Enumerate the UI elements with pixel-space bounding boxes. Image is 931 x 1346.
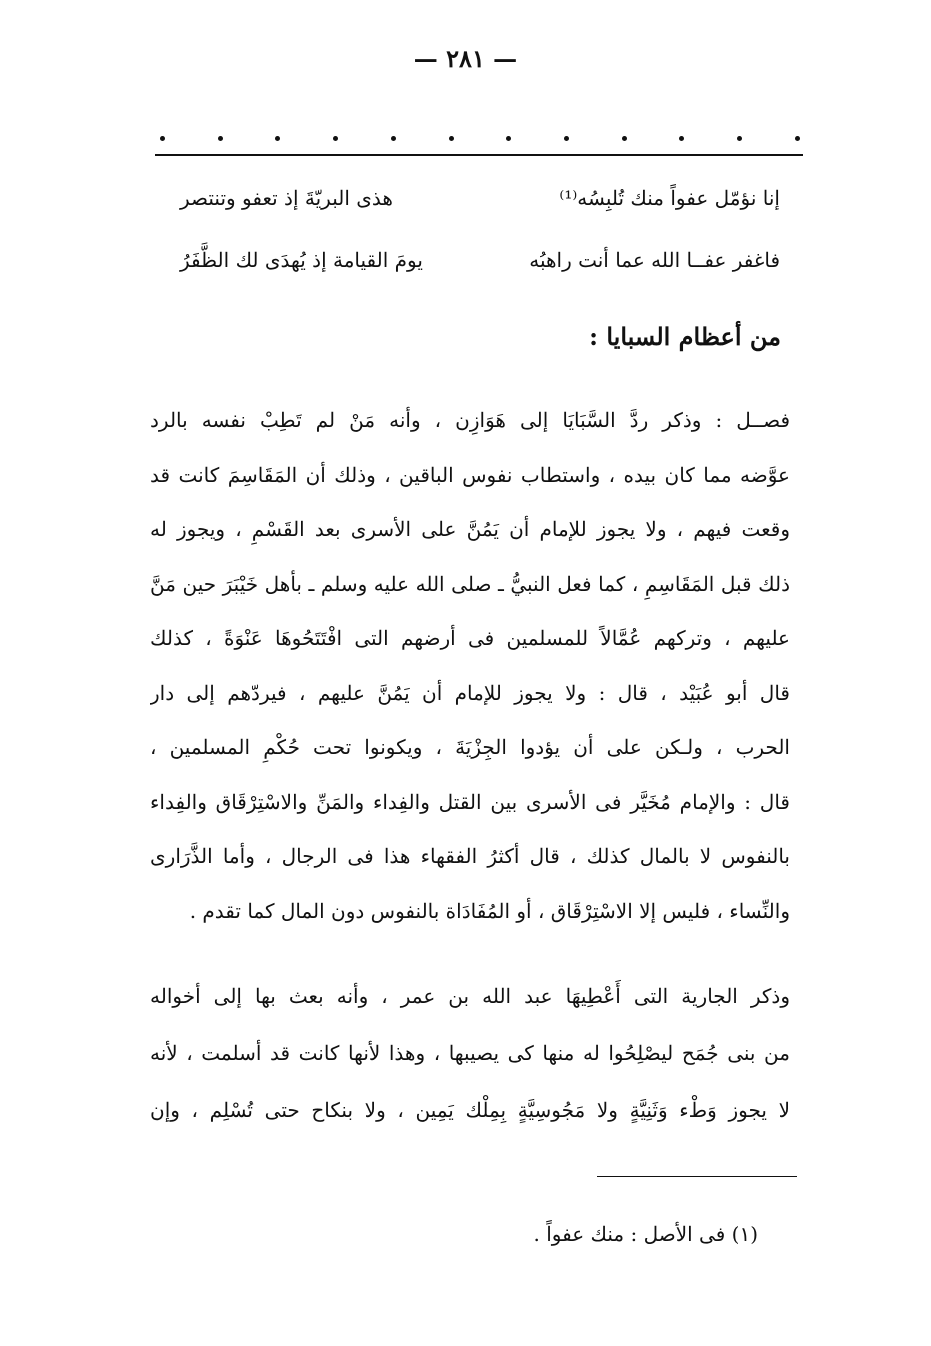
ornament-dot xyxy=(622,136,627,141)
text-line: عوَّضه مما كان بيده ، واستطاب نفوس الباقين ، وذلك أن المَقَاسِمَ كانت قد xyxy=(150,462,790,487)
verse-second-hemistich: هذى البريّةَ إذ تعفو وتنتصر xyxy=(180,186,393,210)
text-line: قال : والإمام مُخَيَّر فى الأسرى بين القتل والفِداء والمَنِّ والاسْتِرْقَاق والفِداء xyxy=(150,789,790,814)
text-line: وقعت فيهم ، ولا يجوز للإمام أن يَمُنَّ على الأسرى بعد القَسْمِ ، ويجوز له xyxy=(150,517,790,541)
ornament-dot xyxy=(737,136,742,141)
ornament-dot xyxy=(391,136,396,141)
paragraph-slave-girl xyxy=(150,976,790,1147)
ornament-dot xyxy=(564,136,569,141)
footnote: (١) فى الأصل : منك عفواً . xyxy=(533,1222,758,1246)
text-line: والنِّساء ، فليس إلا الاسْتِرْقَاق ، أو المُفَادَاة بالنفوس دون المال كما تقدم . xyxy=(189,898,790,923)
ornament-dot xyxy=(160,136,165,141)
text-line: من بنى جُمَح ليصْلِحُوا له منها كى يصيبها ، وهذا لأنها كانت قد أسلمت ، لأنه xyxy=(150,1041,790,1065)
ornament-dot-row xyxy=(160,128,800,148)
section-heading: من أعظام السبايا : xyxy=(589,322,781,351)
text-line: ذلك قبل المَقَاسِمِ ، كما فعل النبيُّ ـ صلى الله عليه وسلم ـ بأهل خَيْبَرَ حين مَنَّ xyxy=(150,571,790,596)
verse-line xyxy=(180,240,780,302)
text-line: عليهم ، وتركهم عُمَّالاً للمسلمين فى أرضهم التى افْتَتَحُوهَا عَنْوَةً ، كذلك xyxy=(150,626,790,650)
text-line: الحرب ، ولـكن على أن يؤدوا الجِزْيَةَ ، ويكونوا تحت حُكْمِ المسلمين ، xyxy=(150,735,790,759)
verse-line xyxy=(180,178,780,240)
ornament-dot xyxy=(333,136,338,141)
footnote-divider-rule xyxy=(597,1176,797,1177)
ornament-dot xyxy=(795,136,800,141)
ornament-dot xyxy=(275,136,280,141)
verse-second-hemistich: يومَ القيامة إذ يُهدَى لك الظَّفَرُ xyxy=(180,248,423,272)
paragraph-captives xyxy=(150,400,790,945)
text-line: فصــل : وذكر ردَّ السَّبَايَا إلى هَوَازِن ، وأنه مَنْ لم تَطِبْ نفسه بالرد xyxy=(150,408,790,432)
verse-first-hemistich: فاغفر عفــا الله عما أنت راهبُه xyxy=(529,248,780,272)
top-divider-rule xyxy=(155,154,803,156)
text-line: وذكر الجارية التى أَعْطِيهَا عبد الله بن عمر ، وأنه بعث بها إلى أخواله xyxy=(150,984,790,1008)
text-line: لا يجوز وَطْء وَثَنِيَّةٍ ولا مَجُوسِيَّةٍ بِمِلْك يَمِين ، ولا بنكاح حتى تُسْلِم ، وإن xyxy=(150,1098,790,1122)
text-line: بالنفوس لا بالمال كذلك ، قال أكثرُ الفقهاء هذا فى الرجال ، وأما الذَّرَارى xyxy=(150,844,790,868)
ornament-dot xyxy=(218,136,223,141)
poem-verses xyxy=(180,178,780,302)
ornament-dot xyxy=(506,136,511,141)
ornament-dot xyxy=(449,136,454,141)
text-line: قال أبو عُبَيْد ، قال : ولا يجوز للإمام أن يَمُنَّ عليهم ، فيردّهم إلى دار xyxy=(150,680,790,705)
ornament-dot xyxy=(679,136,684,141)
page-number: — ٢٨١ — xyxy=(413,44,518,73)
verse-first-hemistich: إنا نؤمّل عفواً منك تُلبِسُه⁽¹⁾ xyxy=(559,186,780,210)
